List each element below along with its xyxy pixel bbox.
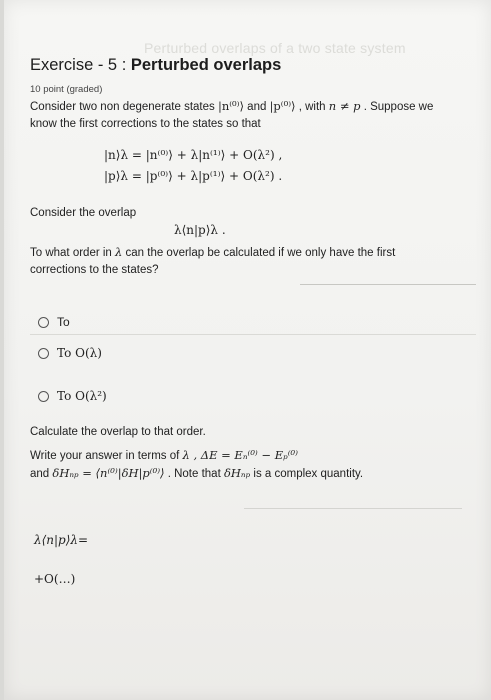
question-text <box>30 244 475 279</box>
intro-paragraph <box>30 98 470 133</box>
exercise-title <box>30 56 281 75</box>
delta-h-definition: δHₙₚ = ⟨n⁽⁰⁾|δH|p⁽⁰⁾⟩ <box>52 466 165 480</box>
exercise-title-main: Perturbed overlaps <box>130 56 282 74</box>
delta-h-symbol: δHₙₚ <box>223 466 251 480</box>
overlap-label: Consider the overlap <box>30 207 137 219</box>
intro-line2: know the first corrections to the states so that <box>30 118 261 130</box>
option-order-lambda-squared[interactable] <box>38 389 107 403</box>
points-label: 10 point (graded) <box>30 84 103 95</box>
option-label: To <box>57 315 70 329</box>
radio-button[interactable] <box>38 391 49 402</box>
question-line2: corrections to the states? <box>30 264 159 276</box>
option-label: To O(λ²) <box>57 389 107 403</box>
overlap-expression: λ⟨n|p⟩λ . <box>174 223 226 237</box>
calc-note <box>30 465 485 483</box>
intro-text: Consider two non degenerate states <box>30 101 218 113</box>
delta-e-definition: λ , ΔE = Eₙ⁽⁰⁾ − Eₚ⁽⁰⁾ <box>182 448 298 462</box>
page-paper <box>4 0 491 700</box>
option-to[interactable] <box>38 315 70 329</box>
divider <box>244 508 462 509</box>
answer-prefix: λ⟨n|p⟩λ= <box>34 533 89 547</box>
calc-terms <box>30 447 480 465</box>
n-neq-p: n ≠ p <box>328 99 361 113</box>
faded-header: Perturbed overlaps of a two state system <box>144 40 406 56</box>
exercise-title-prefix: Exercise - 5 : <box>30 56 131 74</box>
state-p0: |p⁽⁰⁾⟩ <box>269 99 296 113</box>
answer-suffix: +O(…) <box>34 572 76 586</box>
intro-suppose: . Suppose we <box>360 101 434 113</box>
question-part1: To what order in <box>30 247 116 259</box>
equation-n: |n⟩λ = |n⁽⁰⁾⟩ + λ|n⁽¹⁾⟩ + O(λ²) , <box>104 148 283 162</box>
radio-button[interactable] <box>38 317 49 328</box>
option-order-lambda[interactable] <box>38 346 102 360</box>
divider <box>300 284 476 285</box>
intro-and: and <box>243 101 270 113</box>
overlap-answer-input[interactable] <box>78 530 222 554</box>
equation-p: |p⟩λ = |p⁽⁰⁾⟩ + λ|p⁽¹⁾⟩ + O(λ²) . <box>104 169 283 183</box>
radio-button[interactable] <box>38 348 49 359</box>
question-part2: can the overlap be calculated if we only have the first <box>122 247 396 259</box>
intro-with: , with <box>295 101 329 113</box>
calc-note-and: and <box>30 468 53 480</box>
question-lambda: λ <box>115 245 123 259</box>
calc-terms-text: Write your answer in terms of <box>30 450 183 462</box>
calc-note-text: . Note that <box>164 468 224 480</box>
state-n0: |n⁽⁰⁾⟩ <box>217 99 244 113</box>
calc-note-end: is a complex quantity. <box>250 468 364 480</box>
calc-instruction: Calculate the overlap to that order. <box>30 426 206 438</box>
divider <box>30 334 476 335</box>
option-label: To O(λ) <box>57 346 102 360</box>
